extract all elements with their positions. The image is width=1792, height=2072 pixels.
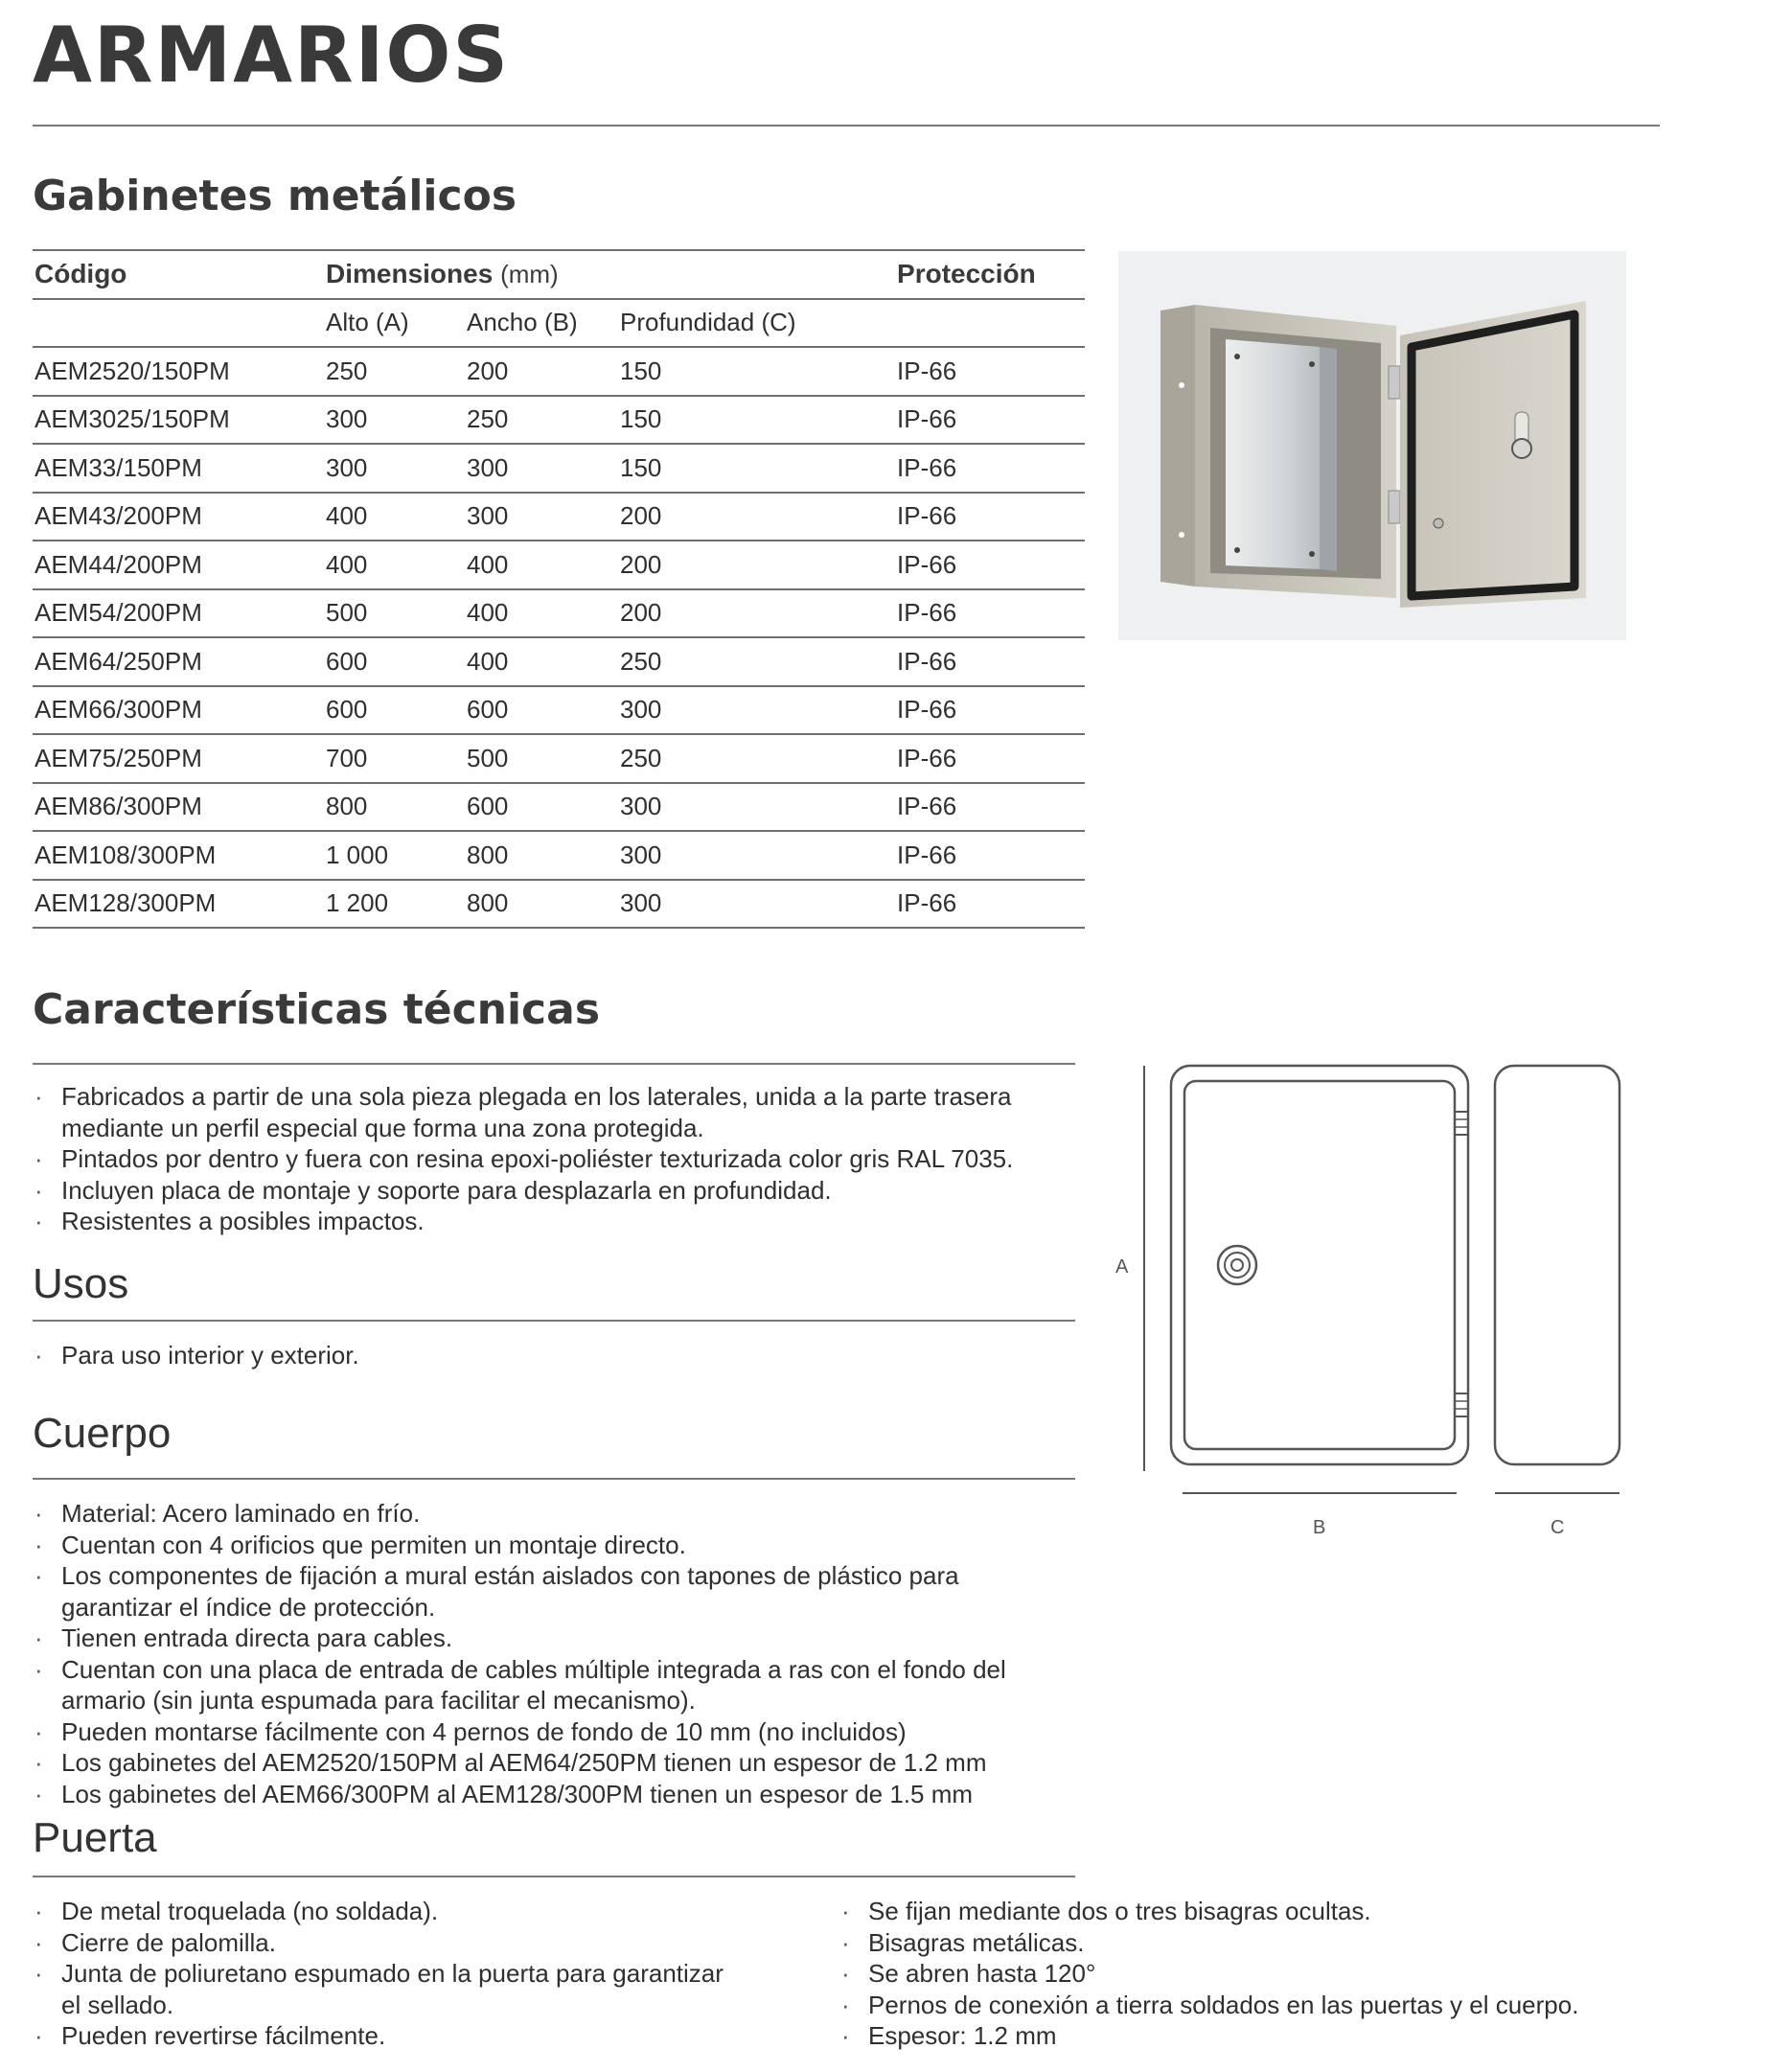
section-title-usos: Usos: [33, 1260, 129, 1307]
list-item: · Resistentes a posibles impactos.: [33, 1206, 1087, 1237]
table-row: [33, 880, 1085, 929]
subheader-empty: [895, 299, 1085, 348]
cell-alto: 250: [324, 347, 465, 396]
list-item: el sellado.: [61, 1990, 174, 2019]
cell-ancho: 400: [465, 541, 618, 589]
cell-profundidad: 150: [618, 347, 895, 396]
list-item: · Fabricados a partir de una sola pieza plegada en los laterales, unida a la parte trasera: [33, 1081, 1087, 1113]
list-item: · Para uso interior y exterior.: [33, 1340, 1087, 1371]
list-item: · Pintados por dentro y fuera con resina epoxi-poliéster texturizada color gris RAL 7035.: [33, 1143, 1087, 1175]
cell-proteccion: IP-66: [895, 880, 1085, 929]
cell-proteccion: IP-66: [895, 493, 1085, 541]
list-item: · Material: Acero laminado en frío.: [33, 1498, 1087, 1530]
cell-alto: 600: [324, 637, 465, 686]
subheader-empty: [33, 299, 324, 348]
list-item: mediante un perfil especial que forma una zona protegida.: [61, 1113, 704, 1142]
cell-ancho: 600: [465, 783, 618, 832]
cell-proteccion: IP-66: [895, 396, 1085, 445]
cuerpo-divider: [33, 1478, 1075, 1480]
cell-profundidad: 200: [618, 589, 895, 638]
table-row: [33, 686, 1085, 735]
usos-divider: [33, 1320, 1075, 1322]
col-header-alto: Alto (A): [324, 299, 465, 348]
table-row: [33, 637, 1085, 686]
cell-ancho: 600: [465, 686, 618, 735]
page-title: ARMARIOS: [33, 11, 511, 100]
table-header-row: [33, 250, 1085, 299]
hinge-icon: [1389, 491, 1400, 523]
caracteristicas-divider: [33, 1063, 1075, 1065]
cell-profundidad: 200: [618, 541, 895, 589]
drawing-hinge-icon: [1455, 1112, 1468, 1135]
cell-profundidad: 250: [618, 637, 895, 686]
list-item: · Cuentan con una placa de entrada de cables múltiple integrada a ras con el fondo del: [33, 1654, 1087, 1686]
drawing-hinge-icon: [1455, 1393, 1468, 1416]
list-item: · Los gabinetes del AEM2520/150PM al AEM64/250PM tienen un espesor de 1.2 mm: [33, 1747, 1087, 1779]
cell-codigo: AEM128/300PM: [33, 880, 324, 929]
cabinet-photo: [1118, 251, 1626, 640]
cell-profundidad: 300: [618, 686, 895, 735]
cell-ancho: 200: [465, 347, 618, 396]
hinge-icon: [1389, 366, 1400, 399]
cell-ancho: 400: [465, 637, 618, 686]
section-title-gabinetes: Gabinetes metálicos: [33, 172, 517, 220]
list-item: · Cierre de palomilla.: [33, 1927, 799, 1959]
cell-codigo: AEM2520/150PM: [33, 347, 324, 396]
puerta-list-left: [33, 1896, 799, 2052]
cell-alto: 400: [324, 541, 465, 589]
cell-profundidad: 150: [618, 396, 895, 445]
drawing-front-view: [1171, 1066, 1468, 1464]
cell-ancho: 300: [465, 493, 618, 541]
drawing-side-view: [1495, 1066, 1620, 1464]
cell-profundidad: 250: [618, 734, 895, 783]
cell-proteccion: IP-66: [895, 541, 1085, 589]
puerta-list-right: [839, 1896, 1702, 2052]
list-item: · Pernos de conexión a tierra soldados en las puertas y el cuerpo.: [839, 1990, 1702, 2021]
list-item: · Se fijan mediante dos o tres bisagras ocultas.: [839, 1896, 1702, 1927]
section-title-cuerpo: Cuerpo: [33, 1410, 172, 1457]
label-c: C: [1551, 1517, 1565, 1538]
table-row: [33, 493, 1085, 541]
table-row: [33, 783, 1085, 832]
cell-profundidad: 300: [618, 831, 895, 880]
ground-bolt-icon: [1434, 518, 1443, 528]
cell-codigo: AEM108/300PM: [33, 831, 324, 880]
cell-ancho: 300: [465, 444, 618, 493]
list-item: · Los gabinetes del AEM66/300PM al AEM128/300PM tienen un espesor de 1.5 mm: [33, 1779, 1087, 1810]
cell-alto: 300: [324, 396, 465, 445]
list-item: armario (sin junta espumada para facilitar el mecanismo).: [61, 1686, 696, 1715]
cell-codigo: AEM43/200PM: [33, 493, 324, 541]
section-title-caracteristicas: Características técnicas: [33, 985, 601, 1034]
list-item: · Pueden revertirse fácilmente.: [33, 2020, 799, 2052]
section-title-puerta: Puerta: [33, 1814, 157, 1861]
table-row: [33, 396, 1085, 445]
cell-alto: 1 200: [324, 880, 465, 929]
table-subheader-row: [33, 299, 1085, 348]
cell-alto: 700: [324, 734, 465, 783]
list-item: · Los componentes de fijación a mural están aislados con tapones de plástico para: [33, 1560, 1087, 1592]
table-row: [33, 347, 1085, 396]
cell-alto: 300: [324, 444, 465, 493]
title-divider: [33, 125, 1660, 127]
cell-ancho: 400: [465, 589, 618, 638]
cell-proteccion: IP-66: [895, 347, 1085, 396]
list-item: · Bisagras metálicas.: [839, 1927, 1702, 1959]
label-a: A: [1115, 1256, 1129, 1278]
list-item: · Incluyen placa de montaje y soporte para desplazarla en profundidad.: [33, 1175, 1087, 1207]
col-header-ancho: Ancho (B): [465, 299, 618, 348]
cell-proteccion: IP-66: [895, 783, 1085, 832]
col-header-profundidad: Profundidad (C): [618, 299, 895, 348]
list-item: · Junta de poliuretano espumado en la puerta para garantizar: [33, 1958, 799, 1990]
list-item: · Se abren hasta 120°: [839, 1958, 1702, 1990]
list-item: garantizar el índice de protección.: [61, 1592, 436, 1622]
dimension-drawing: [1102, 1064, 1639, 1543]
cell-codigo: AEM66/300PM: [33, 686, 324, 735]
cell-alto: 400: [324, 493, 465, 541]
cell-codigo: AEM86/300PM: [33, 783, 324, 832]
cell-profundidad: 300: [618, 880, 895, 929]
table-row: [33, 444, 1085, 493]
list-item: · Cuentan con 4 orificios que permiten un montaje directo.: [33, 1530, 1087, 1561]
cell-ancho: 500: [465, 734, 618, 783]
col-header-codigo: Código: [33, 250, 324, 299]
cabinet-side: [1160, 305, 1195, 587]
col-header-proteccion: Protección: [895, 250, 1085, 299]
table-row: [33, 589, 1085, 638]
list-item: · Tienen entrada directa para cables.: [33, 1623, 1087, 1654]
list-item: · De metal troquelada (no soldada).: [33, 1896, 799, 1927]
cell-profundidad: 200: [618, 493, 895, 541]
dimensiones-unit: (mm): [500, 260, 559, 289]
cell-codigo: AEM75/250PM: [33, 734, 324, 783]
cell-proteccion: IP-66: [895, 734, 1085, 783]
cell-codigo: AEM44/200PM: [33, 541, 324, 589]
caracteristicas-list: [33, 1081, 1087, 1237]
table-row: [33, 734, 1085, 783]
cell-alto: 500: [324, 589, 465, 638]
cell-codigo: AEM54/200PM: [33, 589, 324, 638]
cell-proteccion: IP-66: [895, 589, 1085, 638]
label-b: B: [1313, 1517, 1326, 1538]
mounting-plate: [1226, 339, 1320, 569]
cell-profundidad: 300: [618, 783, 895, 832]
cell-ancho: 800: [465, 880, 618, 929]
cell-proteccion: IP-66: [895, 831, 1085, 880]
list-item: · Pueden montarse fácilmente con 4 pernos de fondo de 10 mm (no incluidos): [33, 1716, 1087, 1748]
table-row: [33, 831, 1085, 880]
dimensiones-label: Dimensiones: [326, 259, 494, 289]
cell-codigo: AEM64/250PM: [33, 637, 324, 686]
col-header-dimensiones: [324, 250, 895, 299]
cell-alto: 800: [324, 783, 465, 832]
cell-codigo: AEM3025/150PM: [33, 396, 324, 445]
cell-proteccion: IP-66: [895, 637, 1085, 686]
list-item: · Espesor: 1.2 mm: [839, 2020, 1702, 2052]
cell-ancho: 800: [465, 831, 618, 880]
cell-alto: 1 000: [324, 831, 465, 880]
usos-list: [33, 1340, 1087, 1371]
cell-profundidad: 150: [618, 444, 895, 493]
cell-alto: 600: [324, 686, 465, 735]
cuerpo-list: [33, 1498, 1087, 1809]
cell-proteccion: IP-66: [895, 686, 1085, 735]
cell-codigo: AEM33/150PM: [33, 444, 324, 493]
specs-table: [33, 249, 1085, 929]
table-row: [33, 541, 1085, 589]
cell-ancho: 250: [465, 396, 618, 445]
cell-proteccion: IP-66: [895, 444, 1085, 493]
puerta-divider: [33, 1876, 1075, 1877]
cabinet-illustration: [1118, 251, 1626, 640]
